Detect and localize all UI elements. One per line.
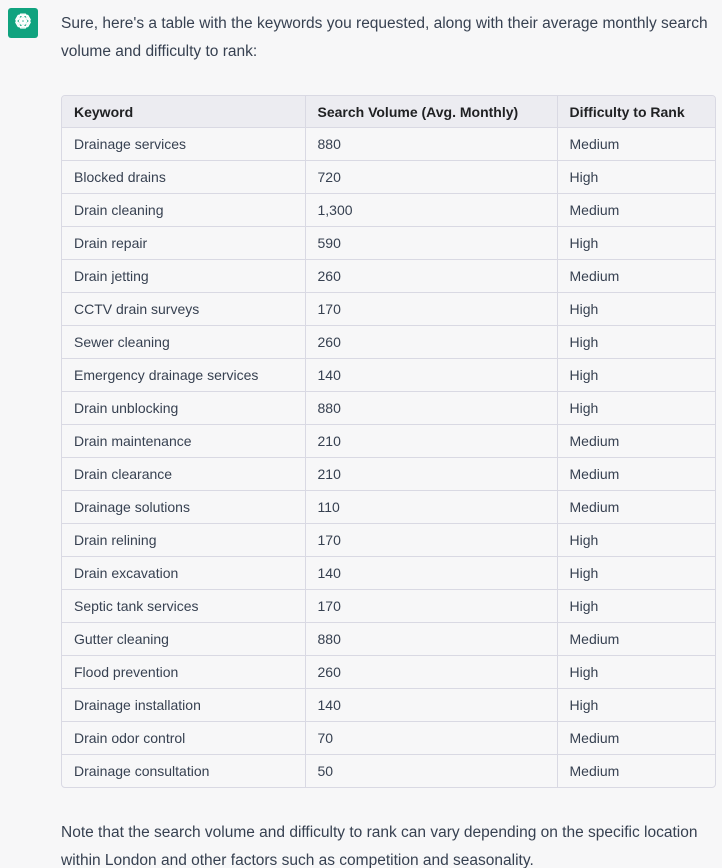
table-row <box>62 425 715 458</box>
cell-keyword: Emergency drainage services <box>62 359 305 392</box>
cell-keyword: Drain unblocking <box>62 392 305 425</box>
cell-keyword: Drain jetting <box>62 260 305 293</box>
table-row <box>62 557 715 590</box>
table-row <box>62 755 715 788</box>
cell-difficulty: Medium <box>569 763 620 779</box>
cell-search-volume: 260 <box>305 656 557 689</box>
cell-difficulty: High <box>557 689 715 722</box>
cell-difficulty: High <box>557 161 715 194</box>
cell-difficulty: High <box>557 359 715 392</box>
table-row <box>62 326 715 359</box>
cell-search-volume: 70 <box>305 722 557 755</box>
table-row <box>62 458 715 491</box>
cell-difficulty: High <box>557 524 715 557</box>
cell-keyword: Drain repair <box>62 227 305 260</box>
openai-logo-icon <box>12 10 34 37</box>
cell-keyword: Drain clearance <box>62 458 305 491</box>
cell-difficulty: High <box>557 326 715 359</box>
cell-keyword: Drainage solutions <box>62 491 305 524</box>
header-keyword: Keyword <box>62 96 305 128</box>
table-row <box>62 293 715 326</box>
cell-search-volume: 590 <box>305 227 557 260</box>
assistant-avatar <box>8 8 38 38</box>
cell-keyword: Septic tank services <box>62 590 305 623</box>
cell-difficulty: Medium <box>557 425 715 458</box>
header-search-volume: Search Volume (Avg. Monthly) <box>305 96 557 128</box>
cell-keyword: Drain maintenance <box>62 425 305 458</box>
cell-keyword: CCTV drain surveys <box>62 293 305 326</box>
table-row <box>62 161 715 194</box>
cell-search-volume: 170 <box>305 293 557 326</box>
cell-difficulty: Medium <box>557 194 715 227</box>
cell-search-volume: 260 <box>305 326 557 359</box>
cell-difficulty: High <box>557 227 715 260</box>
cell-difficulty: Medium <box>557 128 715 161</box>
cell-keyword: Drain odor control <box>62 722 305 755</box>
cell-search-volume: 210 <box>305 458 557 491</box>
cell-keyword: Drainage installation <box>62 689 305 722</box>
table-header-row <box>62 96 715 128</box>
table-row <box>62 128 715 161</box>
cell-search-volume: 140 <box>305 689 557 722</box>
cell-search-volume: 140 <box>305 557 557 590</box>
keyword-table <box>62 96 715 787</box>
cell-difficulty: High <box>557 656 715 689</box>
table-row <box>62 590 715 623</box>
table-row <box>62 359 715 392</box>
table-row <box>62 392 715 425</box>
cell-search-volume: 110 <box>305 491 557 524</box>
cell-difficulty: Medium <box>557 623 715 656</box>
table-row <box>62 260 715 293</box>
cell-search-volume: 720 <box>305 161 557 194</box>
cell-search-volume: 50 <box>305 755 557 788</box>
cell-keyword: Drainage consultation <box>62 755 305 788</box>
cell-difficulty: High <box>557 557 715 590</box>
header-difficulty: Difficulty to Rank <box>557 96 715 128</box>
cell-search-volume: 260 <box>305 260 557 293</box>
cell-keyword: Drain relining <box>62 524 305 557</box>
table-row <box>62 656 715 689</box>
cell-keyword: Drain excavation <box>62 557 305 590</box>
cell-keyword: Flood prevention <box>62 656 305 689</box>
cell-keyword: Gutter cleaning <box>62 623 305 656</box>
cell-search-volume: 210 <box>305 425 557 458</box>
table-row <box>62 689 715 722</box>
cell-search-volume: 880 <box>305 623 557 656</box>
table-row <box>62 227 715 260</box>
table-row <box>62 194 715 227</box>
cell-search-volume: 880 <box>305 128 557 161</box>
cell-keyword: Blocked drains <box>62 161 305 194</box>
outro-paragraph: Note that the search volume and difficulty to rank can vary depending on the specific location within London and other factors such as competition and seasonality. <box>61 824 698 868</box>
cell-search-volume: 170 <box>305 590 557 623</box>
message-content <box>61 10 716 868</box>
cell-difficulty: Medium <box>557 491 715 524</box>
table-row <box>62 722 715 755</box>
cell-difficulty: High <box>557 293 715 326</box>
cell-search-volume: 140 <box>305 359 557 392</box>
intro-paragraph: Sure, here's a table with the keywords you requested, along with their average monthly search volume and difficulty to rank: <box>61 15 708 60</box>
cell-keyword: Sewer cleaning <box>62 326 305 359</box>
table-body <box>62 128 715 788</box>
cell-keyword: Drain cleaning <box>62 194 305 227</box>
table-row <box>62 524 715 557</box>
cell-search-volume: 170 <box>305 524 557 557</box>
cell-difficulty: High <box>557 392 715 425</box>
cell-search-volume: 1,300 <box>305 194 557 227</box>
cell-keyword: Drainage services <box>62 128 305 161</box>
table-row <box>62 623 715 656</box>
cell-difficulty: Medium <box>557 458 715 491</box>
cell-difficulty: Medium <box>557 722 715 755</box>
cell-difficulty: High <box>557 590 715 623</box>
table-row <box>62 491 715 524</box>
cell-search-volume: 880 <box>305 392 557 425</box>
cell-difficulty: Medium <box>557 260 715 293</box>
keyword-table-container <box>61 95 716 788</box>
